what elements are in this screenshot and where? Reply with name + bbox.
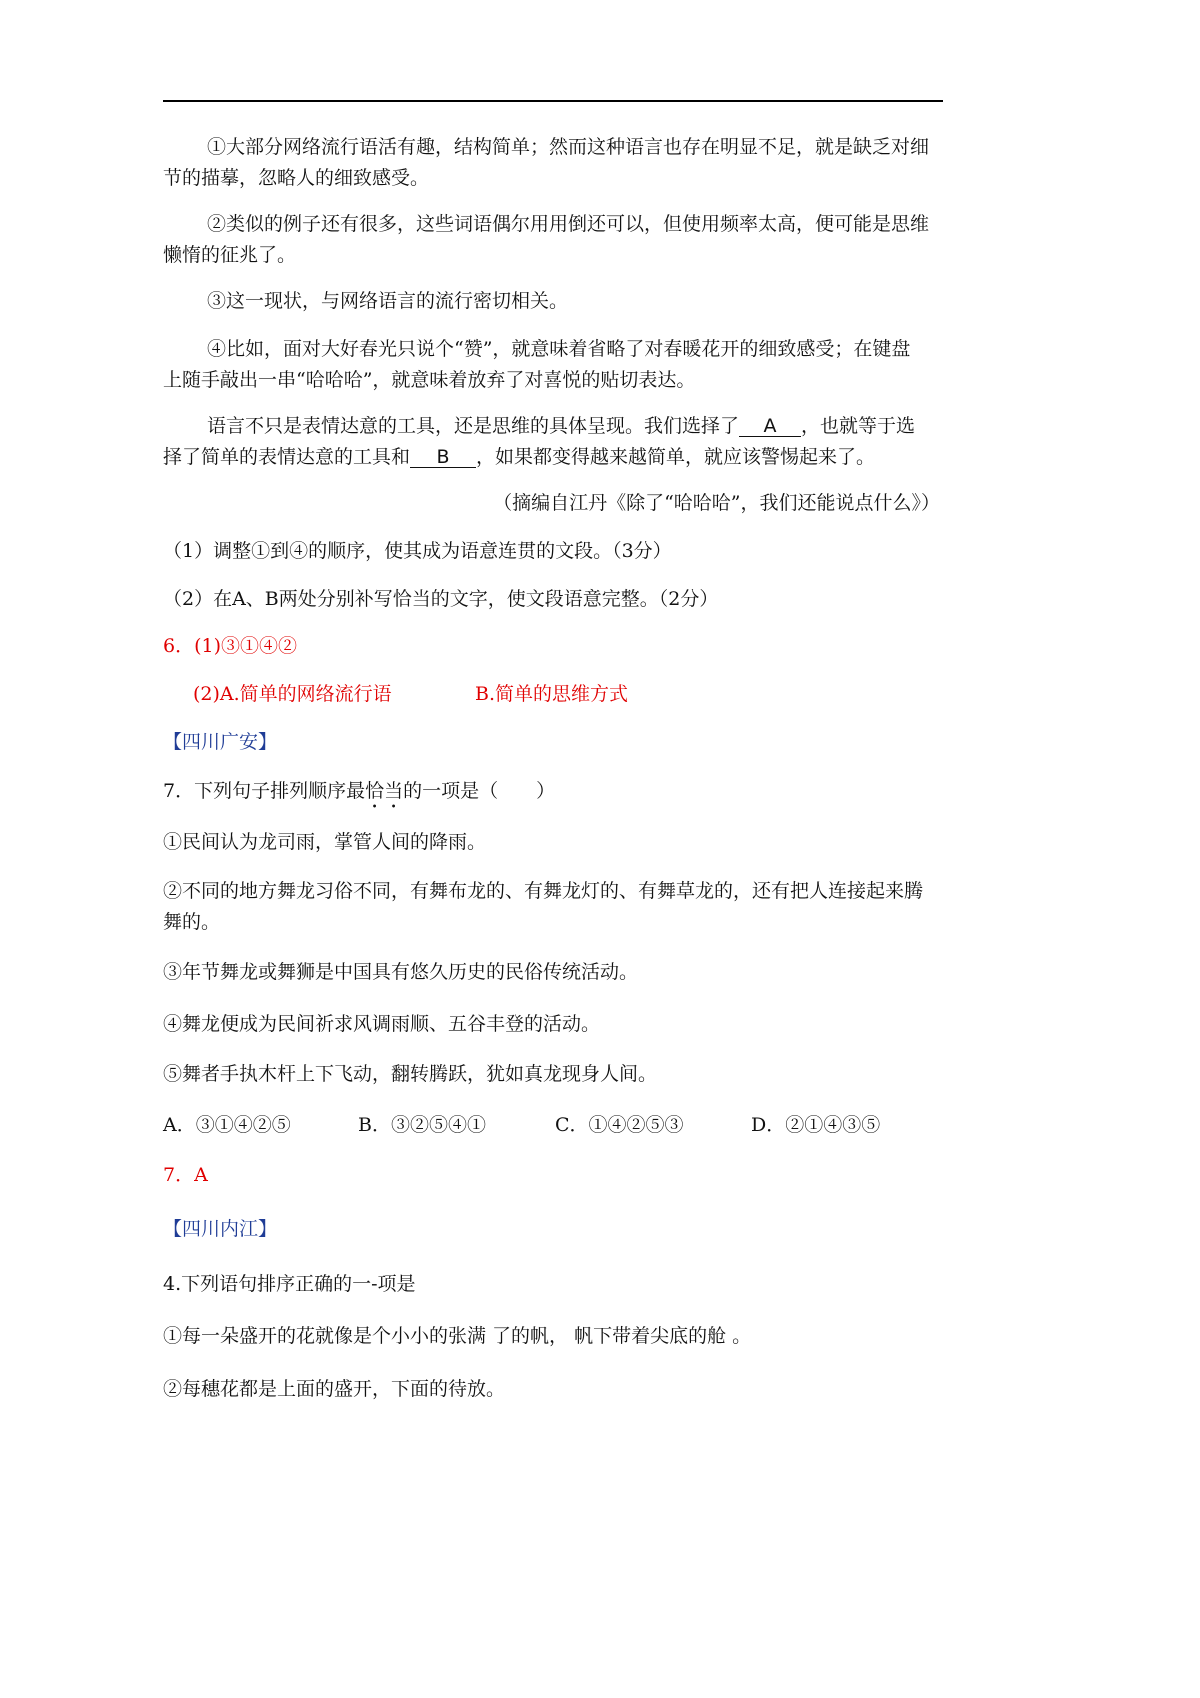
paragraph-5-text-d: ，如果都变得越来越简单，就应该警惕起来了。 [476,446,876,468]
passage-sentence-1: ①大部分网络流行语活有趣，结构简单；然而这种语言也存在明显不足，就是缺乏对细 [207,136,930,158]
answer-6-part-1: 6．(1)③①④② [163,635,298,657]
q4-sentence-2: ②每穗花都是上面的盛开，下面的待放。 [163,1378,506,1400]
header-rule [163,100,943,102]
answer-6-b: B.简单的思维方式 [475,683,629,705]
q7-sentence-2-cont: 舞的。 [163,911,221,933]
option-c: C．①④②⑤③ [555,1114,684,1136]
option-d: D．②①④③⑤ [751,1114,881,1136]
q7-sentence-1: ①民间认为龙司雨，掌管人间的降雨。 [163,831,487,853]
q7-stem-b: 的一项是（ ） [403,780,556,802]
question-4-stem: 4.下列语句排序正确的一-项是 [163,1273,416,1295]
answer-6-part-2 [193,682,983,706]
answer-7: 7．A [163,1164,208,1186]
q7-stem-emphasis: 恰当 [365,780,404,802]
passage-paragraph-5 [207,414,997,438]
option-a: A．③①④②⑤ [163,1114,291,1136]
q7-stem-a: 7．下列句子排列顺序最 [163,780,366,802]
q7-sentence-3: ③年节舞龙或舞狮是中国具有悠久历史的民俗传统活动。 [163,961,639,983]
section-header-guangan: 【四川广安】 [163,731,278,753]
paragraph-5-text-c: 择了简单的表情达意的工具和 [163,446,411,468]
question-7-stem [163,779,953,813]
question-1: （1）调整①到④的顺序，使其成为语意连贯的文段。（3分） [163,540,672,562]
passage-sentence-2-cont: 懒惰的征兆了。 [163,244,297,266]
q7-sentence-4: ④舞龙便成为民间祈求风调雨顺、五谷丰登的活动。 [163,1013,601,1035]
option-b: B．③②⑤④① [358,1114,486,1136]
q4-sentence-1: ①每一朵盛开的花就像是个小小的张满 了的帆， 帆下带着尖底的舱 。 [163,1325,752,1347]
q7-sentence-2: ②不同的地方舞龙习俗不同，有舞布龙的、有舞龙灯的、有舞草龙的，还有把人连接起来腾 [163,880,924,902]
section-header-neijiang: 【四川内江】 [163,1218,278,1240]
passage-sentence-4: ④比如，面对大好春光只说个“赞”，就意味着省略了对春暖花开的细致感受；在键盘 [207,338,911,360]
answer-6-a: (2)A.简单的网络流行语 [193,683,392,705]
paragraph-5-text-a: 语言不只是表情达意的工具，还是思维的具体呈现。我们选择了 [207,415,740,437]
passage-sentence-4-cont: 上随手敲出一串“哈哈哈”，就意味着放弃了对喜悦的贴切表达。 [163,369,696,391]
q7-options [163,1113,953,1137]
blank-b: B [410,447,476,468]
paragraph-5-text-b: ，也就等于选 [801,415,916,437]
question-2: （2）在A、B两处分别补写恰当的文字，使文段语意完整。（2分） [163,588,719,610]
passage-sentence-3: ③这一现状，与网络语言的流行密切相关。 [207,290,569,312]
passage-sentence-2: ②类似的例子还有很多，这些词语偶尔用用倒还可以，但使用频率太高，便可能是思维 [207,213,930,235]
blank-a: A [739,416,801,437]
passage-sentence-1-cont: 节的描摹，忽略人的细致感受。 [163,167,430,189]
q7-sentence-5: ⑤舞者手执木杆上下飞动，翻转腾跃，犹如真龙现身人间。 [163,1063,658,1085]
passage-source: （摘编自江丹《除了“哈哈哈”，我们还能说点什么》） [493,492,940,514]
passage-paragraph-5-cont [163,445,953,469]
